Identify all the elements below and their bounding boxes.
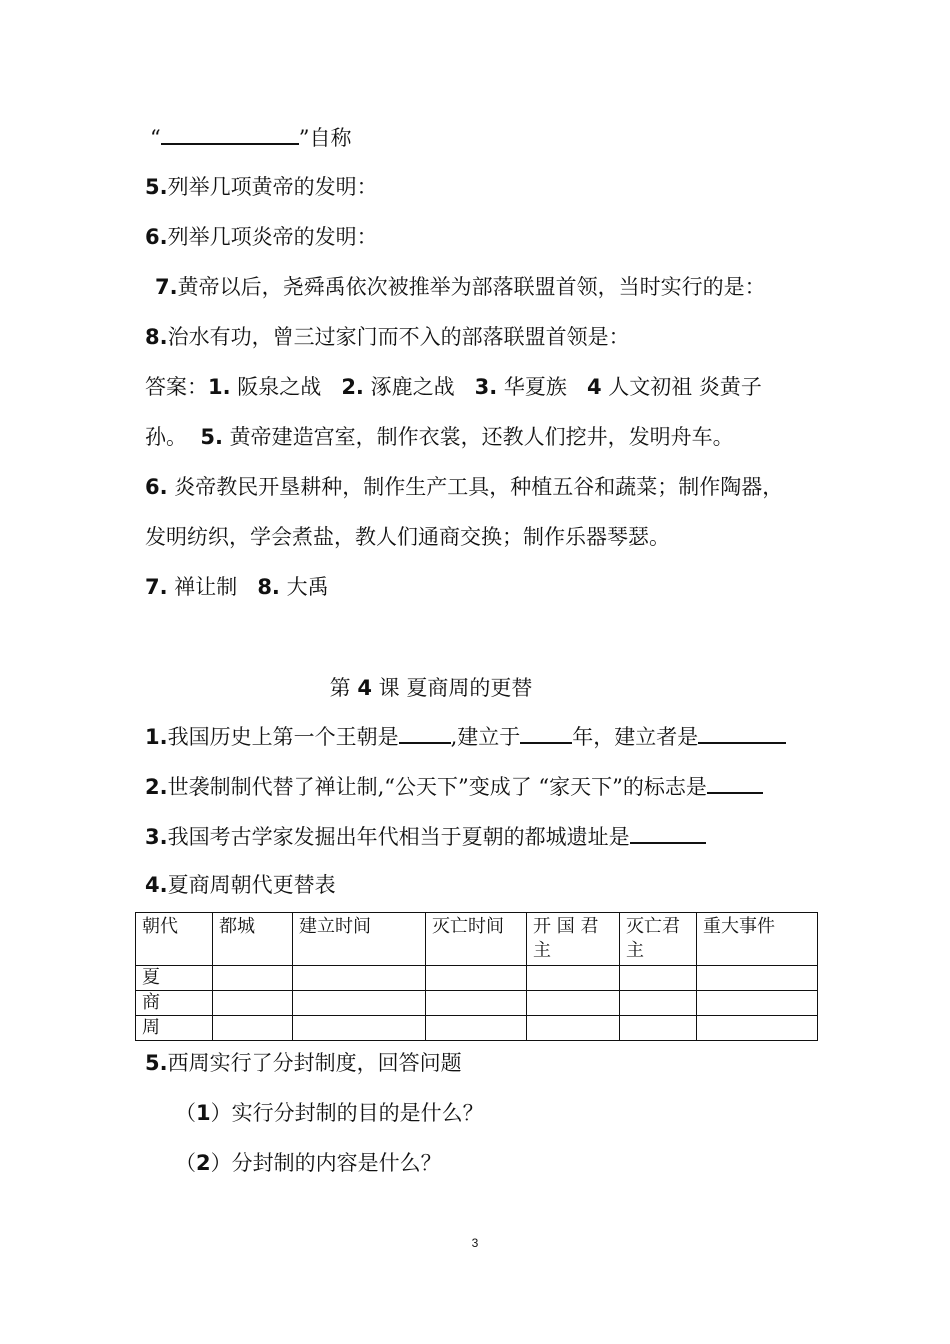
table-header-cell: 开 国 君 主 xyxy=(527,913,620,966)
answer-text: 人文初祖 炎黄子 xyxy=(608,375,762,399)
table-cell[interactable] xyxy=(426,966,527,991)
table-cell[interactable] xyxy=(697,1016,818,1041)
answer-text: 华夏族 xyxy=(503,375,567,399)
close-quote: ”自称 xyxy=(298,126,352,150)
table-cell[interactable] xyxy=(213,966,293,991)
answer-text: 发明纺织，学会煮盐，教人们通商交换；制作乐器琴瑟。 xyxy=(145,525,670,549)
answer-text: 炎帝教民开垦耕种，制作生产工具，种植五谷和蔬菜；制作陶器， xyxy=(174,475,784,499)
question-b5-2 xyxy=(175,1150,442,1176)
table-header-cell: 灭亡君主 xyxy=(620,913,697,966)
dynasty-table xyxy=(135,912,818,1041)
paren: （ xyxy=(175,1101,196,1125)
table-cell[interactable] xyxy=(620,991,697,1016)
question-number: 5. xyxy=(145,1051,168,1075)
table-row xyxy=(136,991,818,1016)
question-number: 1 xyxy=(196,1101,211,1125)
question-number: 2 xyxy=(196,1151,211,1175)
table-header-cell: 灭亡时间 xyxy=(426,913,527,966)
table-row xyxy=(136,1016,818,1041)
table-cell[interactable] xyxy=(527,1016,620,1041)
table-cell[interactable] xyxy=(527,966,620,991)
question-text: 列举几项炎帝的发明： xyxy=(167,225,378,249)
answer-number: 1. xyxy=(208,375,231,399)
answers-line-5 xyxy=(145,574,329,600)
question-b2 xyxy=(145,772,763,800)
question-number: 5. xyxy=(145,175,168,199)
answer-number: 5. xyxy=(200,425,223,449)
question-text: 治水有功，曾三过家门而不入的部落联盟首领是： xyxy=(167,325,630,349)
question-number: 1. xyxy=(145,725,168,749)
question-text: 列举几项黄帝的发明： xyxy=(167,175,378,199)
answer-number: 7. xyxy=(145,575,168,599)
answer-number: 3. xyxy=(474,375,498,399)
answers-label: 答案： xyxy=(145,375,208,399)
blank[interactable] xyxy=(399,722,451,744)
lesson-number: 4 xyxy=(357,676,372,700)
answers-line-1 xyxy=(145,374,762,400)
table-cell[interactable] xyxy=(620,1016,697,1041)
table-row xyxy=(136,966,818,991)
question-text: 年，建立者是 xyxy=(572,725,699,749)
table-header-cell: 重大事件 xyxy=(697,913,818,966)
answer-text: 黄帝建造宫室，制作衣裳，还教人们挖井，发明舟车。 xyxy=(229,425,734,449)
question-number: 2. xyxy=(145,775,168,799)
table-cell[interactable] xyxy=(213,991,293,1016)
answers-line-4 xyxy=(145,524,670,550)
question-b3 xyxy=(145,822,706,850)
answer-number: 2. xyxy=(341,375,364,399)
table-cell[interactable] xyxy=(697,991,818,1016)
table-cell[interactable] xyxy=(426,1016,527,1041)
question-5 xyxy=(145,174,378,200)
table-header-cell: 朝代 xyxy=(136,913,213,966)
answer-text: 孙。 xyxy=(145,425,187,449)
question-b1 xyxy=(145,722,786,750)
question-text: ,建立于 xyxy=(450,725,521,749)
table-header-cell: 都城 xyxy=(213,913,293,966)
lesson-suffix: 课 夏商周的更替 xyxy=(378,676,533,700)
lesson-title xyxy=(0,672,862,702)
table-cell[interactable] xyxy=(426,991,527,1016)
answers-line-2 xyxy=(145,424,734,450)
blank[interactable] xyxy=(630,822,706,844)
blank[interactable] xyxy=(161,123,299,145)
question-8 xyxy=(145,324,630,350)
open-quote: “ xyxy=(150,126,161,150)
fill-in-self-name xyxy=(150,123,352,151)
question-number: 8. xyxy=(145,325,168,349)
question-text: 我国考古学家发掘出年代相当于夏朝的都城遗址是 xyxy=(167,825,630,849)
table-cell[interactable] xyxy=(293,966,426,991)
question-text: 夏商周朝代更替表 xyxy=(167,873,336,897)
blank[interactable] xyxy=(698,722,786,744)
page-number: 3 xyxy=(471,1236,479,1250)
table-cell[interactable] xyxy=(213,1016,293,1041)
dynasty-cell: 周 xyxy=(136,1016,213,1041)
table-header-cell: 建立时间 xyxy=(293,913,426,966)
table-header-row xyxy=(136,913,818,966)
question-text: 西周实行了分封制度，回答问题 xyxy=(167,1051,462,1075)
blank[interactable] xyxy=(707,772,763,794)
dynasty-cell: 商 xyxy=(136,991,213,1016)
question-b4 xyxy=(145,872,336,898)
question-text: 世袭制制代替了禅让制,“公天下”变成了 “家天下”的标志是 xyxy=(167,775,707,799)
table-cell[interactable] xyxy=(620,966,697,991)
question-text: ）实行分封制的目的是什么？ xyxy=(210,1101,484,1125)
question-number: 7. xyxy=(155,275,178,299)
question-text: 我国历史上第一个王朝是 xyxy=(167,725,399,749)
answer-number: 4 xyxy=(586,375,602,399)
question-text: 黄帝以后，尧舜禹依次被推举为部落联盟首领，当时实行的是： xyxy=(177,275,766,299)
question-6 xyxy=(145,224,378,250)
answer-text: 大禹 xyxy=(286,575,329,599)
lesson-prefix: 第 xyxy=(329,676,351,700)
question-7 xyxy=(155,274,766,300)
table-cell[interactable] xyxy=(527,991,620,1016)
answers-line-3 xyxy=(145,474,783,500)
table-cell[interactable] xyxy=(697,966,818,991)
answer-number: 8. xyxy=(257,575,280,599)
paren: （ xyxy=(175,1151,196,1175)
answer-text: 阪泉之战 xyxy=(237,375,322,399)
blank[interactable] xyxy=(520,722,572,744)
question-text: ）分封制的内容是什么？ xyxy=(210,1151,442,1175)
question-b5-1 xyxy=(175,1100,484,1126)
answer-text: 禅让制 xyxy=(174,575,238,599)
dynasty-cell: 夏 xyxy=(136,966,213,991)
question-number: 3. xyxy=(145,825,168,849)
question-b5 xyxy=(145,1050,462,1076)
question-number: 4. xyxy=(145,873,168,897)
answer-number: 6. xyxy=(145,475,168,499)
table-cell[interactable] xyxy=(293,991,426,1016)
answer-text: 涿鹿之战 xyxy=(370,375,455,399)
table-cell[interactable] xyxy=(293,1016,426,1041)
question-number: 6. xyxy=(145,225,168,249)
